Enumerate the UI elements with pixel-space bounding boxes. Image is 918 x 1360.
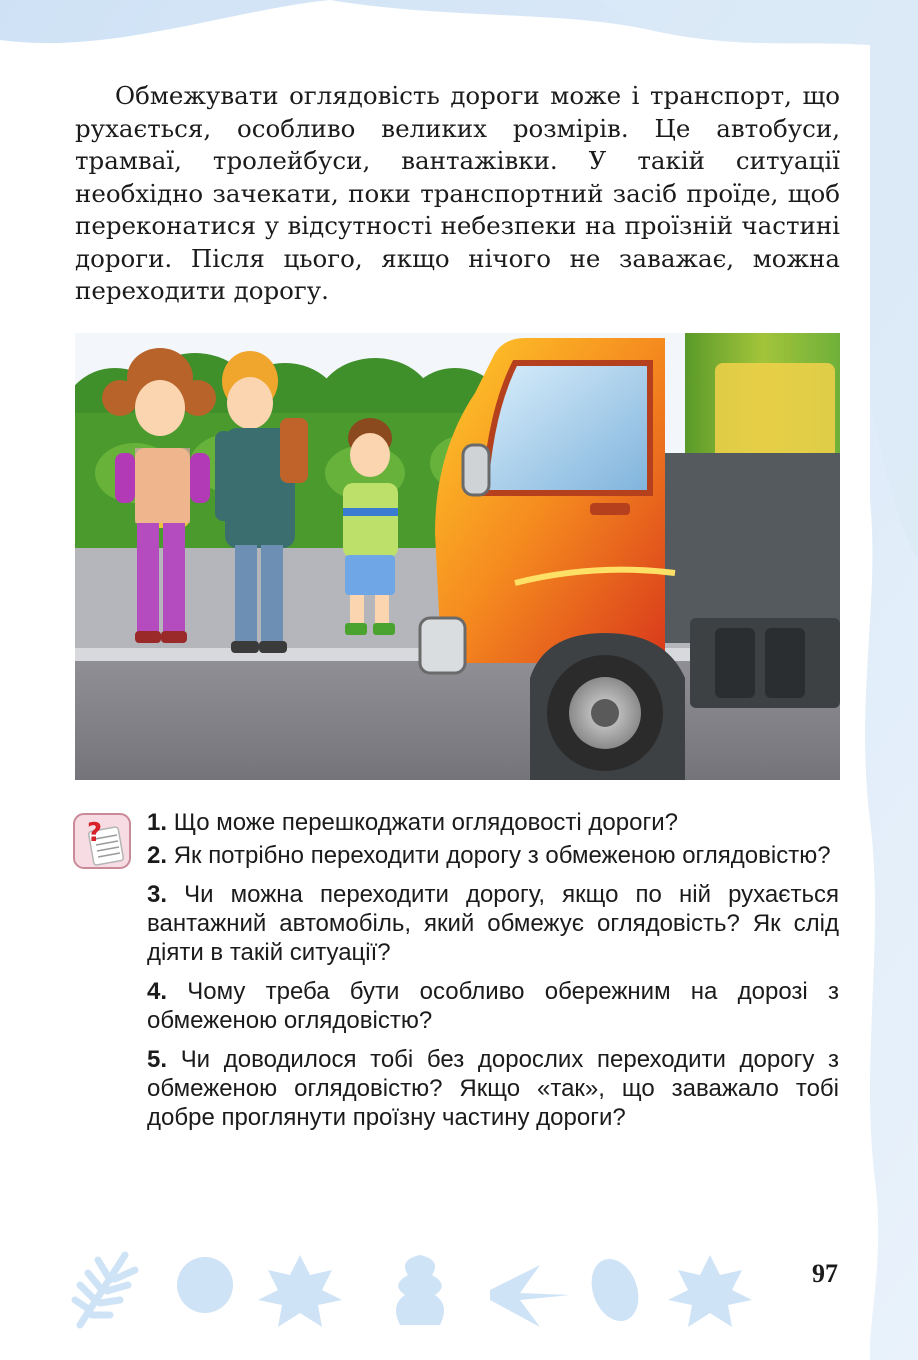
intro-paragraph <box>75 80 840 308</box>
question-number: 5. <box>147 1046 168 1073</box>
maple-leaf-2-icon <box>668 1255 752 1327</box>
question-number: 2. <box>147 842 168 869</box>
page-number: 97 <box>812 1259 838 1288</box>
question-item <box>147 880 839 967</box>
question-text: Як потрібно переходити дорогу з обмеженою оглядовістю? <box>173 842 831 869</box>
question-text: Що може перешкоджати оглядовості дороги? <box>173 809 678 836</box>
chestnut-leaf-icon <box>490 1265 570 1327</box>
question-number: 4. <box>147 978 168 1005</box>
road-safety-illustration <box>75 333 840 780</box>
question-text: Чи доводилося тобі без дорослих переходити дорогу з обмеженою оглядовістю? Якщо «так», що заважало тобі добре проглянути проїзну частину дороги? <box>147 1046 839 1131</box>
oak-leaf-icon <box>396 1255 444 1325</box>
question-item <box>147 1045 839 1132</box>
intro-text: Обмежувати оглядовість дороги може і транспорт, що рухається, особливо великих розмірів. Це автобуси, трамваї, тролейбуси, вантажівки. У такій ситуації необхідно зачекати, поки транспортний засіб проїде, щоб переконатися у відсутності небезпеки на проїзній частині дороги. Після цього, якщо нічого не заважає, можна переходити дорогу. <box>75 81 840 305</box>
birch-leaf-icon <box>583 1252 646 1327</box>
decorative-leaves <box>70 1245 760 1335</box>
question-text: Чи можна переходити дорогу, якщо по ній рухається вантажний автомобіль, який обмежує оглядовість? Як слід діяти в такій ситуації? <box>147 881 839 966</box>
maple-leaf-icon <box>258 1255 342 1327</box>
questions-list <box>147 808 839 1142</box>
question-item <box>147 977 839 1035</box>
fern-leaf-icon <box>75 1255 135 1325</box>
question-item <box>147 808 839 837</box>
question-text: Чому треба бути особливо обережним на дорозі з обмеженою оглядовістю? <box>147 978 839 1034</box>
round-leaf-icon <box>177 1257 233 1313</box>
question-item <box>147 841 839 870</box>
question-number: 3. <box>147 881 168 908</box>
question-book-icon <box>73 813 131 869</box>
svg-text:?: ? <box>87 818 103 848</box>
question-number: 1. <box>147 809 168 836</box>
